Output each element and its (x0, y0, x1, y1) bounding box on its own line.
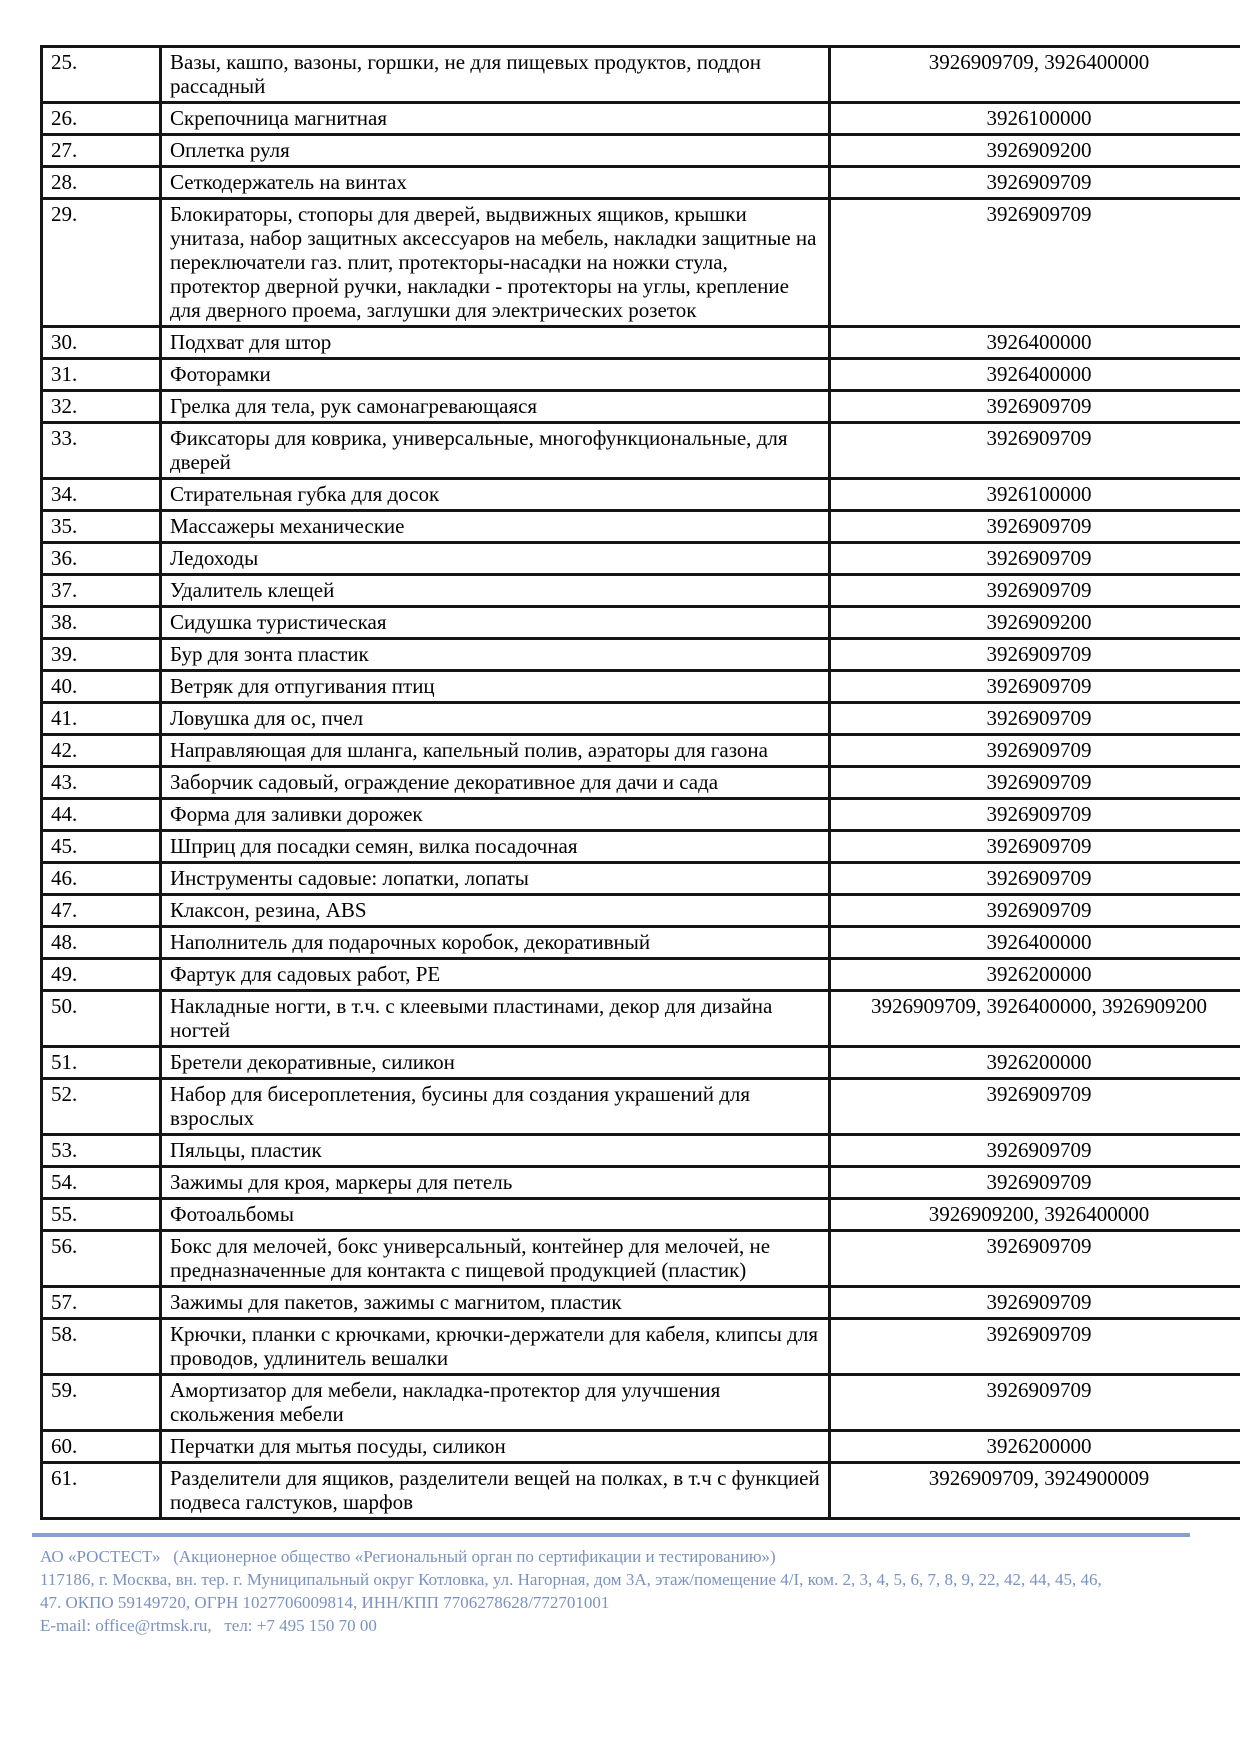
row-description: Вазы, кашпо, вазоны, горшки, не для пищевых продуктов, поддон рассадный (161, 47, 830, 103)
table-row (42, 671, 1240, 703)
row-description: Перчатки для мытья посуды, силикон (161, 1431, 830, 1463)
row-codes: 3926909709 (830, 735, 1240, 767)
goods-table-body (42, 47, 1240, 1519)
row-codes: 3926909709 (830, 423, 1240, 479)
row-codes: 3926909709 (830, 799, 1240, 831)
row-number: 44. (42, 799, 161, 831)
table-row (42, 543, 1240, 575)
row-codes: 3926909709 (830, 575, 1240, 607)
row-number: 60. (42, 1431, 161, 1463)
table-row (42, 167, 1240, 199)
row-description: Удалитель клещей (161, 575, 830, 607)
row-number: 41. (42, 703, 161, 735)
table-row (42, 703, 1240, 735)
row-number: 32. (42, 391, 161, 423)
row-codes: 3926200000 (830, 959, 1240, 991)
row-number: 50. (42, 991, 161, 1047)
table-row (42, 799, 1240, 831)
table-row (42, 863, 1240, 895)
row-number: 33. (42, 423, 161, 479)
row-description: Зажимы для кроя, маркеры для петель (161, 1167, 830, 1199)
row-number: 28. (42, 167, 161, 199)
table-row (42, 607, 1240, 639)
table-row (42, 639, 1240, 671)
table-row (42, 959, 1240, 991)
row-codes: 3926909200 (830, 135, 1240, 167)
row-number: 38. (42, 607, 161, 639)
row-description: Фартук для садовых работ, PE (161, 959, 830, 991)
goods-table (40, 45, 1240, 1520)
row-codes: 3926909709, 3926400000 (830, 47, 1240, 103)
row-description: Наполнитель для подарочных коробок, декоративный (161, 927, 830, 959)
row-description: Сидушка туристическая (161, 607, 830, 639)
table-row (42, 831, 1240, 863)
row-number: 45. (42, 831, 161, 863)
row-codes: 3926100000 (830, 479, 1240, 511)
table-row (42, 103, 1240, 135)
row-number: 29. (42, 199, 161, 327)
row-codes: 3926400000 (830, 359, 1240, 391)
row-number: 54. (42, 1167, 161, 1199)
table-row (42, 359, 1240, 391)
table-row (42, 479, 1240, 511)
row-codes: 3926909709 (830, 671, 1240, 703)
row-description: Сеткодержатель на винтах (161, 167, 830, 199)
row-number: 43. (42, 767, 161, 799)
row-codes: 3926909200, 3926400000 (830, 1199, 1240, 1231)
footer-divider (32, 1533, 1190, 1537)
row-codes: 3926909709 (830, 639, 1240, 671)
row-number: 53. (42, 1135, 161, 1167)
row-number: 58. (42, 1319, 161, 1375)
row-codes: 3926400000 (830, 927, 1240, 959)
footer-address-line: 117186, г. Москва, вн. тер. г. Муниципальный округ Котловка, ул. Нагорная, дом 3А, этаж/помещение 4/I, ком. 2, 3, 4, 5, 6, 7, 8, 9, 22, 42, 44, 45, 46, (40, 1570, 1102, 1589)
row-description: Ветряк для отпугивания птиц (161, 671, 830, 703)
row-number: 36. (42, 543, 161, 575)
row-description: Зажимы для пакетов, зажимы с магнитом, пластик (161, 1287, 830, 1319)
row-codes: 3926909709 (830, 703, 1240, 735)
row-number: 26. (42, 103, 161, 135)
row-description: Клаксон, резина, ABS (161, 895, 830, 927)
row-description: Крючки, планки с крючками, крючки-держатели для кабеля, клипсы для проводов, удлинитель вешалки (161, 1319, 830, 1375)
row-description: Ледоходы (161, 543, 830, 575)
row-description: Бур для зонта пластик (161, 639, 830, 671)
row-description: Фоторамки (161, 359, 830, 391)
row-codes: 3926909709 (830, 1079, 1240, 1135)
row-number: 52. (42, 1079, 161, 1135)
row-codes: 3926909709 (830, 767, 1240, 799)
row-description: Фотоальбомы (161, 1199, 830, 1231)
row-number: 34. (42, 479, 161, 511)
row-description: Стирательная губка для досок (161, 479, 830, 511)
table-row (42, 767, 1240, 799)
table-row (42, 895, 1240, 927)
table-row (42, 1199, 1240, 1231)
row-codes: 3926909709 (830, 1135, 1240, 1167)
footer-text-block (32, 1545, 1190, 1637)
row-codes: 3926909709 (830, 863, 1240, 895)
row-codes: 3926909709 (830, 1319, 1240, 1375)
row-description: Заборчик садовый, ограждение декоративное для дачи и сада (161, 767, 830, 799)
row-codes: 3926909709, 3924900009 (830, 1463, 1240, 1519)
row-number: 25. (42, 47, 161, 103)
row-number: 57. (42, 1287, 161, 1319)
table-row (42, 1231, 1240, 1287)
row-number: 48. (42, 927, 161, 959)
row-codes: 3926200000 (830, 1047, 1240, 1079)
table-row (42, 135, 1240, 167)
table-row (42, 47, 1240, 103)
row-description: Бретели декоративные, силикон (161, 1047, 830, 1079)
table-row (42, 1319, 1240, 1375)
row-number: 47. (42, 895, 161, 927)
row-description: Грелка для тела, рук самонагревающаяся (161, 391, 830, 423)
row-codes: 3926909709 (830, 895, 1240, 927)
row-codes: 3926909709 (830, 543, 1240, 575)
table-row (42, 735, 1240, 767)
row-number: 46. (42, 863, 161, 895)
page-footer (32, 1533, 1190, 1637)
table-row (42, 327, 1240, 359)
row-number: 49. (42, 959, 161, 991)
table-row (42, 1463, 1240, 1519)
row-description: Набор для бисероплетения, бусины для создания украшений для взрослых (161, 1079, 830, 1135)
row-description: Бокс для мелочей, бокс универсальный, контейнер для мелочей, не предназначенные для контакта с пищевой продукцией (пластик) (161, 1231, 830, 1287)
row-codes: 3926909709 (830, 391, 1240, 423)
row-codes: 3926909709 (830, 1287, 1240, 1319)
footer-contact-line: E-mail: office@rtmsk.ru, тел: +7 495 150 70 00 (40, 1616, 377, 1635)
table-row (42, 199, 1240, 327)
row-codes: 3926909200 (830, 607, 1240, 639)
table-row (42, 1431, 1240, 1463)
row-description: Массажеры механические (161, 511, 830, 543)
row-number: 39. (42, 639, 161, 671)
table-row (42, 1167, 1240, 1199)
row-number: 42. (42, 735, 161, 767)
row-codes: 3926909709 (830, 511, 1240, 543)
row-codes: 3926200000 (830, 1431, 1240, 1463)
table-row (42, 575, 1240, 607)
row-description: Направляющая для шланга, капельный полив, аэраторы для газона (161, 735, 830, 767)
table-row (42, 927, 1240, 959)
row-number: 55. (42, 1199, 161, 1231)
footer-company-line: АО «РОСТЕСТ» (Акционерное общество «Региональный орган по сертификации и тестированию») (40, 1547, 776, 1566)
table-row (42, 1047, 1240, 1079)
row-description: Скрепочница магнитная (161, 103, 830, 135)
row-codes: 3926400000 (830, 327, 1240, 359)
row-number: 35. (42, 511, 161, 543)
row-number: 61. (42, 1463, 161, 1519)
table-row (42, 423, 1240, 479)
footer-registration-line: 47. ОКПО 59149720, ОГРН 1027706009814, ИНН/КПП 7706278628/772701001 (40, 1593, 610, 1612)
row-codes: 3926909709 (830, 1167, 1240, 1199)
row-description: Пяльцы, пластик (161, 1135, 830, 1167)
table-row (42, 1375, 1240, 1431)
row-codes: 3926909709 (830, 167, 1240, 199)
row-codes: 3926100000 (830, 103, 1240, 135)
table-row (42, 511, 1240, 543)
row-codes: 3926909709 (830, 831, 1240, 863)
row-description: Ловушка для ос, пчел (161, 703, 830, 735)
row-codes: 3926909709 (830, 199, 1240, 327)
row-description: Форма для заливки дорожек (161, 799, 830, 831)
table-row (42, 1135, 1240, 1167)
row-number: 27. (42, 135, 161, 167)
table-row (42, 991, 1240, 1047)
row-description: Фиксаторы для коврика, универсальные, многофункциональные, для дверей (161, 423, 830, 479)
row-description: Шприц для посадки семян, вилка посадочная (161, 831, 830, 863)
row-number: 51. (42, 1047, 161, 1079)
row-description: Амортизатор для мебели, накладка-протектор для улучшения скольжения мебели (161, 1375, 830, 1431)
table-row (42, 391, 1240, 423)
table-row (42, 1287, 1240, 1319)
row-number: 37. (42, 575, 161, 607)
row-description: Оплетка руля (161, 135, 830, 167)
row-number: 59. (42, 1375, 161, 1431)
row-number: 56. (42, 1231, 161, 1287)
row-description: Инструменты садовые: лопатки, лопаты (161, 863, 830, 895)
row-number: 40. (42, 671, 161, 703)
row-codes: 3926909709 (830, 1231, 1240, 1287)
row-description: Накладные ногти, в т.ч. с клеевыми пластинами, декор для дизайна ногтей (161, 991, 830, 1047)
row-codes: 3926909709, 3926400000, 3926909200 (830, 991, 1240, 1047)
row-description: Подхват для штор (161, 327, 830, 359)
row-number: 30. (42, 327, 161, 359)
table-row (42, 1079, 1240, 1135)
row-description: Блокираторы, стопоры для дверей, выдвижных ящиков, крышки унитаза, набор защитных аксессуаров на мебель, накладки защитные на переключатели газ. плит, протекторы-насадки на ножки стула, протектор дверной ручки, накладки - протекторы на углы, крепление для дверного проема, заглушки для электрических розеток (161, 199, 830, 327)
row-description: Разделители для ящиков, разделители вещей на полках, в т.ч с функцией подвеса галстуков, шарфов (161, 1463, 830, 1519)
row-number: 31. (42, 359, 161, 391)
row-codes: 3926909709 (830, 1375, 1240, 1431)
